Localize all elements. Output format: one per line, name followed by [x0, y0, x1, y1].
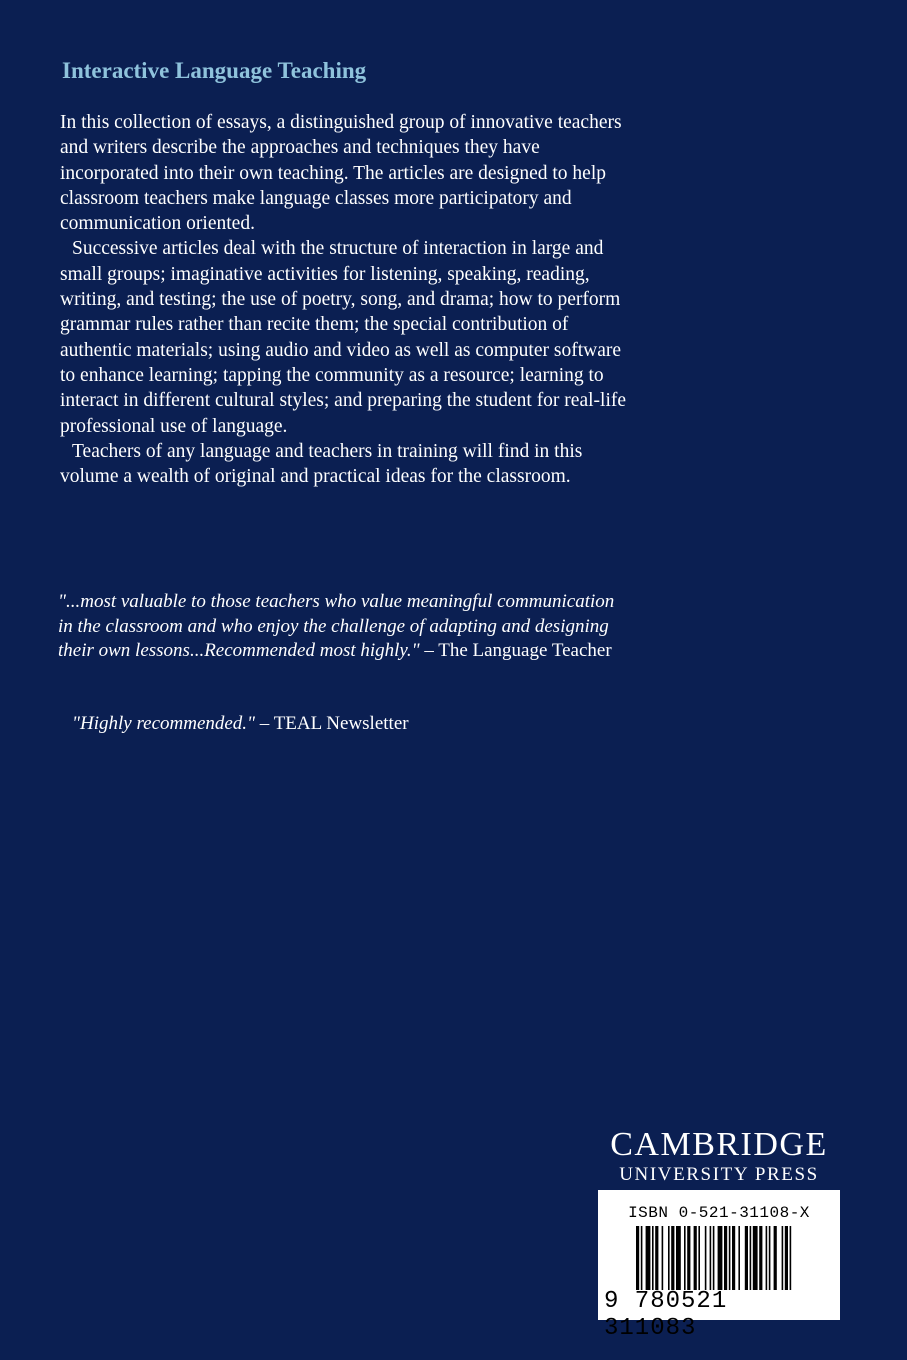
description-paragraph-2: Successive articles deal with the structure of interaction in large and small groups; imaginative activities for listening, speaking, reading, writing, and testing; the use of poetry, song, and drama; how to perform grammar rules rather than recite them; the special contribution of authentic materials; using audio and video as well as computer software to enhance learning; tapping the community as a resource; learning to interact in different cultural styles; and preparing the student for real-life professional use of language.: [60, 238, 627, 437]
barcode-panel: [598, 1190, 840, 1342]
publisher-logo: [598, 1128, 840, 1186]
book-title: Interactive Language Teaching: [62, 58, 367, 83]
review-quote-1-text: "...most valuable to those teachers who value meaningful communication in the classroom and who enjoy the challenge of adapting and designing their own lessons...Recommended most highly.": [58, 591, 615, 661]
review-quote-2: [72, 712, 632, 737]
publisher-subtitle: UNIVERSITY PRESS: [619, 1164, 819, 1185]
publisher-name: CAMBRIDGE: [610, 1126, 828, 1163]
description-paragraph-3: Teachers of any language and teachers in training will find in this volume a wealth of original and practical ideas for the classroom.: [60, 440, 583, 488]
description-paragraph-1: In this collection of essays, a distinguished group of innovative teachers and writers describe the approaches and techniques they have incorporated into their own teaching. The articles are designed to help classroom teachers make language classes more participatory and communication oriented.: [60, 112, 622, 235]
ean-number: 9 780521 311083: [604, 1288, 728, 1342]
isbn-label: ISBN 0-521-31108-X: [628, 1204, 810, 1222]
book-description: [60, 110, 630, 489]
review-quote-2-text: "Highly recommended.": [72, 713, 256, 734]
review-quote-1-source: – The Language Teacher: [419, 640, 612, 661]
review-quote-1: [58, 590, 618, 664]
review-quote-2-source: – TEAL Newsletter: [255, 713, 409, 734]
barcode-icon: [636, 1226, 832, 1290]
